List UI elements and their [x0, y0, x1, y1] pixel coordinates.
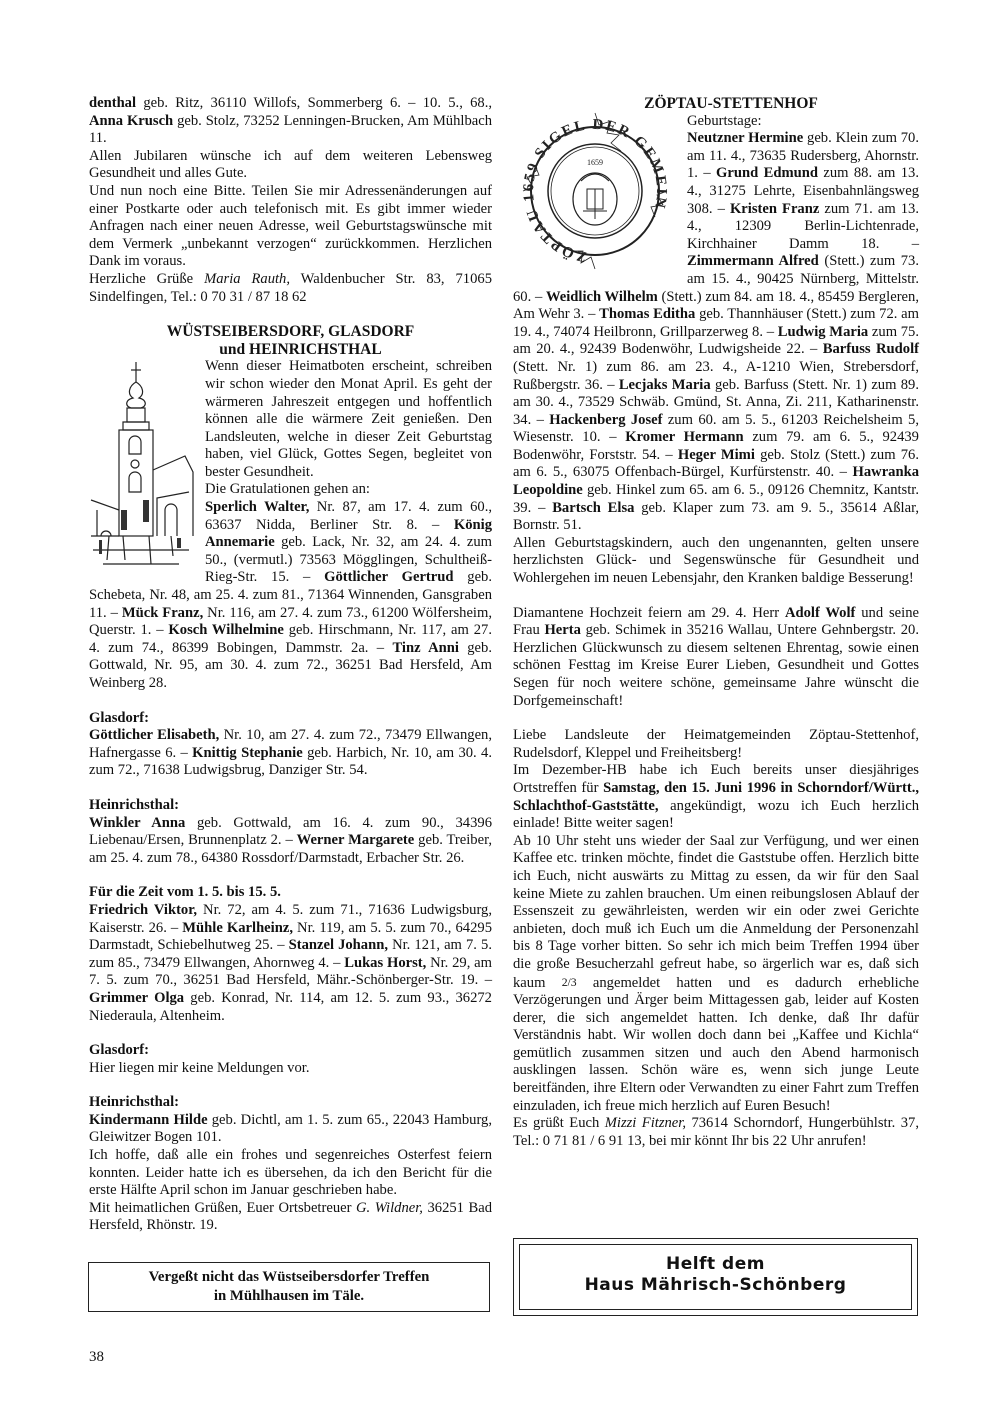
paragraph-letter-details	[513, 833, 919, 1116]
name-highlight: Grimmer Olga	[89, 989, 185, 1006]
text-run: 73614 Schorndorf, Hungerbühlstr. 37, Tel.: 0 71 81 / 6 91 13, bei mir könnt Ihr bis 22 Uhr anrufen!	[513, 1115, 919, 1149]
subheading-glasdorf: Glasdorf:	[89, 709, 149, 726]
name-highlight: Kindermann Hilde	[89, 1111, 208, 1128]
left-column	[89, 95, 492, 1235]
name-highlight: Mück Franz,	[121, 604, 204, 621]
name-highlight: Werner Margarete	[296, 832, 415, 849]
text-run: geb. Hinkel zum 65. am 6. 5., 09126 Chemnitz, Kantstr. 39. –	[513, 482, 919, 516]
name-highlight: Lecjaks Maria	[618, 376, 711, 393]
page-number: 38	[89, 1349, 104, 1365]
banner-line-2: Haus Mährisch-Schönberg	[584, 1275, 847, 1295]
paragraph-letter-invitation	[513, 762, 919, 832]
name-highlight: Göttlicher Elisabeth,	[89, 727, 220, 744]
paragraph-gratulation: Die Gratulationen gehen an:	[205, 481, 370, 498]
text-run: zum 71. am 13. 4., 12309 Berlin-Lichtenrade, Kirchhainer Damm 18. –	[687, 200, 919, 252]
village-seal-image	[511, 107, 679, 279]
paragraph-letter-greeting: Liebe Landsleute der Heimatgemeinden Zöptau-Stettenhof, Rudelsdorf, Kleppel und Freiheitsberg!	[513, 727, 919, 761]
paragraph-wishes: Allen Jubilaren wünsche ich auf dem weiteren Lebensweg Gesundheit und alles Gute.	[89, 147, 492, 182]
text-run: 36251 Bad Hersfeld, Rhönstr. 19.	[89, 1199, 492, 1234]
text-run: Waldenbucher Str. 83, 71065 Sindelfingen, Tel.: 0 70 31 / 87 18 62	[89, 270, 492, 305]
name-highlight: Bartsch Elsa	[552, 499, 635, 516]
text-run: angemeldet hatten und es dadurch erhebliche Verzögerungen und Ärger beim Mittagessen gab, leider auf Kosten derer, die sich angemeldet hatten. Ich denke, daß Ihr dafür Verständnis habt. Wir wollen doch dann bei „Kaffee und Kichla“ gemütlich zusammen sitzen und auch den Abend harmonisch ausklingen lassen. Schön wäre es, wenn sich junge Leute bereitfänden, ihre Eltern oder Verwandten zu einer Fahrt zum Treffen einzuladen, ich freue mich herzlich auf Euren Besuch!	[513, 974, 919, 1114]
text-run: Herzliche Grüße	[89, 270, 205, 287]
name-highlight: Sperlich Walter,	[205, 499, 310, 516]
paragraph-jubilare-end	[89, 95, 492, 148]
name-highlight: Kristen Franz	[729, 200, 820, 217]
paragraph-wishes-zoeptau: Allen Geburtstagskindern, auch den ungenannten, gelten unsere herzlichsten Glück- und Segenswünsche für Gesundheit und Wohlergehen im neuen Lebensjahr, den Kranken baldige Besserung!	[513, 534, 919, 587]
paragraph-intro: Wenn dieser Heimatboten erscheint, schreiben wir schon wieder den Monat April. Es geht der wärmeren Jahreszeit entgegen und hoffentlich können alle die wärmere Zeit genießen. Den Landsleuten, welche in dieser Zeit Geburtstag haben, viel Glück, Gottes Segen, begleitet von bester Gesundheit.	[205, 358, 492, 480]
text-run: Nr. 121, am 7. 5. zum 85., 73479 Ellwangen, Ahornweg 4. –	[89, 937, 492, 971]
notice-box-treffen	[88, 1262, 490, 1312]
name-highlight: Tinz Anni	[392, 639, 459, 656]
text-run: (Stett.) zum 73. am 15. 4., 90425 Nürnberg, Mittelstr. 60. –	[513, 253, 919, 305]
text-run: Im Dezember-HB habe ich Euch bereits unser diesjähriges Ortstreffen für	[513, 762, 919, 796]
text-run: Es grüßt Euch	[513, 1115, 605, 1132]
text-run: Nr. 29, am 7. 5. zum 70., 36251 Bad Hersfeld, Mähr.-Schönberger-Str. 19. –	[89, 954, 492, 989]
subheading-heinrichsthal-2: Heinrichsthal:	[89, 1094, 179, 1111]
italic-name: Maria Rauth,	[204, 270, 290, 287]
name-highlight: Kromer Hermann	[625, 429, 744, 446]
name-highlight: denthal	[89, 95, 137, 111]
text-run: geb. Stolz (Stett.) zum 76. am 6. 5., 63075 Offenbach-Bürgel, Kurfürstenstr. 40. –	[513, 446, 919, 481]
subheading-heinrichsthal: Heinrichsthal:	[89, 796, 179, 813]
name-highlight: Heger Mimi	[677, 446, 755, 463]
name-highlight: Weidlich Wilhelm	[545, 288, 658, 305]
name-highlight: Barfuss Rudolf	[822, 341, 919, 358]
notice-line-2: in Mühlhausen im Täle.	[213, 1288, 365, 1304]
text-run: Diamantene Hochzeit feiern am 29. 4. Herr	[513, 604, 785, 621]
name-highlight: Ludwig Maria	[777, 323, 869, 340]
name-highlight: Kosch Wilhelmine	[168, 622, 284, 639]
text-run: geb. Barfuss (Stett. Nr. 1) zum 89. am 30. 4., 73529 Schwäb. Gmünd, St. Anna, Zi. 211, Katharinenstr. 34. –	[513, 376, 919, 428]
section-heading-zoeptau: ZÖPTAU-STETTENHOF	[644, 95, 818, 112]
text-run: 2/3	[561, 975, 577, 989]
italic-name: Mizzi Fitzner,	[604, 1115, 686, 1132]
paragraph-glasdorf-none: Hier liegen mir keine Meldungen vor.	[89, 1059, 310, 1076]
text-run: geb. Hirschmann, Nr. 117, am 27. 4. zum 74., 86399 Bobingen, Dammstr. 2a. –	[89, 622, 492, 656]
text-run: geb. Thannhäuser (Stett.) zum 72. am 19. 4., 74074 Heilbronn, Grillparzerweg 8. –	[513, 306, 920, 340]
text-run: Mit heimatlichen Grüßen, Euer Ortsbetreuer	[89, 1199, 356, 1216]
paragraph-period-birthdays	[89, 902, 492, 1025]
text-run: geb. Dichtl, am 1. 5. zum 65., 22043 Hamburg, Gleiwitzer Bogen 101.	[89, 1111, 492, 1146]
paragraph-request: Und nun noch eine Bitte. Teilen Sie mir Adressenänderungen auf einer Postkarte oder auch telefonisch mit. Es gibt immer wieder Anfragen nach einer neuen Adresse, weil Geburtstagswünsche mit dem Vermerk „unbekannt verzogen“ zurückkommen. Herzlichen Dank im voraus.	[89, 182, 492, 270]
name-highlight: Thomas Editha	[599, 306, 696, 323]
text-run: geb. Konrad, Nr. 114, am 12. 5. zum 93., 36272 Niederaula, Altenheim.	[89, 989, 492, 1024]
label-geburtstage: Geburtstage:	[687, 112, 762, 129]
name-highlight: Anna Krusch	[89, 112, 174, 129]
text-run: (Stett. Nr. 1) zum 86. am 23. 4., A-1210 Wien, Strebersdorf, Rußbergstr. 36. –	[513, 358, 919, 393]
name-highlight: Göttlicher Gertrud	[324, 569, 454, 586]
seal-legend: ZÖPTAU 1659 SIGEL DER GEMEIN	[520, 116, 670, 265]
notice-line-1: Vergeßt nicht das Wüstseibersdorfer Treffen	[148, 1269, 430, 1285]
name-highlight: Neutzner Hermine	[687, 130, 804, 147]
text-run: geb. Schebeta, Nr. 48, am 25. 4. zum 81., 71364 Winnenden, Gansgraben 11. –	[89, 569, 492, 621]
paragraph-signature-fitzner	[513, 1115, 919, 1150]
text-run: Nr. 10, am 27. 4. zum 72., 73479 Ellwangen, Hafnergasse 6. –	[89, 727, 492, 761]
text-run: zum 79. am 6. 5., 92439 Bodenwöhr, Forststr. 54. –	[513, 429, 919, 463]
banner-line-1: Helft dem	[666, 1254, 765, 1274]
text-run: geb. Gottwald, am 16. 4. zum 90., 34396 Liebenau/Ersen, Brunnenplatz 2. –	[89, 814, 492, 849]
name-highlight: Winkler Anna	[89, 814, 186, 831]
section-heading-wuestseibersdorf: WÜSTSEIBERSDORF, GLASDORF	[166, 323, 415, 341]
name-highlight: Lukas Horst,	[344, 954, 427, 971]
text-run: geb. Ritz, 36110 Willofs, Sommerberg 6. – 10. 5., 68.,	[136, 95, 492, 111]
paragraph-signature-rauth	[89, 271, 492, 306]
banner-box-schoenberg	[513, 1238, 918, 1316]
text-run: und seine Frau	[513, 604, 919, 639]
name-highlight: Samstag, den 15. Juni 1996 in Schorndorf/Württ., Schlachthof-Gaststätte,	[513, 779, 920, 814]
text-run: angekündigt, wozu ich Euch herzlich einlade! Bitte weiter sagen!	[513, 797, 919, 832]
text-run: geb. Stolz, 73252 Lenningen-Brucken, Am Mühlbach 11.	[89, 112, 493, 147]
church-illustration	[89, 360, 197, 574]
text-run: zum 88. am 13. 4., 31275 Lehrte, Eisenbahnlängsweg 308. –	[687, 165, 919, 217]
name-highlight: Zimmermann Alfred	[687, 253, 819, 270]
paragraph-heinrichsthal-2	[89, 1112, 492, 1147]
name-highlight: Knittig Stephanie	[192, 744, 303, 761]
text-run: geb. Klaper zum 73. am 9. 5., 35614 Aßlar, Bornstr. 51.	[513, 499, 919, 534]
name-highlight: Mühle Karlheinz,	[182, 919, 293, 936]
text-run: geb. Gottwald, Nr. 95, am 30. 4. zum 72., 36251 Bad Hersfeld, Am Weinberg 28.	[89, 639, 492, 691]
text-run: Nr. 72, am 4. 5. zum 71., 71636 Ludwigsburg, Kaiserstr. 26. –	[89, 901, 492, 936]
name-highlight: Herta	[544, 622, 581, 639]
name-highlight: Hawranka Leopoldine	[513, 464, 919, 499]
text-run: Ab 10 Uhr steht uns wieder der Saal zur Verfügung, und wer einen Kaffee etc. trinken möchte, findet die Gaststube offen. Herzlich bitte ich Euch, nicht auswärts zu Mittag zu essen, da wir für den Saal keine Miete zu zahlen brauchen. Um einen reibungslosen Ablauf der Essenszeit zu gewährleisten, werden wir ein oder zwei Gerichte anbieten, doch muß ich Euch um die Anmeldung der Personenzahl bis 8 Tage vorher bitten. So sehr ich mich beim Treffen 1994 über die große Besucherzahl gefreut habe, so ärgerlich war es, daß sich kaum	[513, 832, 919, 991]
right-column	[513, 95, 919, 1150]
paragraph-signature-wildner	[89, 1200, 492, 1235]
name-highlight: Grund Edmund	[716, 165, 818, 182]
paragraph-heinrichsthal-birthdays	[89, 815, 492, 868]
text-run: geb. Treiber, am 25. 4. zum 78., 64380 Rossdorf/Darmstadt, Erbacher Str. 26.	[89, 832, 493, 866]
text-run: geb. Klein zum 70. am 11. 4., 73635 Rudersberg, Ahornstr. 1. –	[687, 130, 919, 182]
name-highlight: König Annemarie	[205, 516, 492, 551]
text-run: geb. Schimek in 35216 Wallau, Untere Gehnbergstr. 20. Herzlichen Glückwunsch zu diesem seltenen Ehrentag, sowie einen schönen Festtag im Kreise Eurer Lieben, Gesundheit und Gottes Segen für noch weitere schöne, gemeinsame Jahre wünscht die Dorfgemeinschaft!	[513, 622, 919, 709]
text-run: (Stett.) zum 84. am 18. 4., 85459 Bergleren, Am Wehr 3. –	[513, 288, 919, 323]
text-run: Nr. 87, am 17. 4. zum 60., 63637 Nidda, Berliner Str. 8. –	[205, 499, 492, 533]
paragraph-easter: Ich hoffe, daß alle ein frohes und segenreiches Osterfest feiern konnten. Leider hatte ich es übersehen, da ich den Bericht für die erste Hälfte April schon im Januar geschrieben habe.	[89, 1147, 492, 1199]
italic-name: G. Wildner,	[355, 1199, 423, 1216]
subheading-glasdorf-2: Glasdorf:	[89, 1042, 149, 1059]
text-run: Nr. 116, am 27. 4. zum 73., 61200 Wölfersheim, Querstr. 1. –	[89, 604, 492, 639]
text-run: geb. Harbich, Nr. 10, am 30. 4. zum 72., 71638 Ludwigsbrug, Danziger Str. 54.	[89, 744, 493, 779]
paragraph-diamond-wedding	[513, 605, 919, 711]
subheading-period: Für die Zeit vom 1. 5. bis 15. 5.	[89, 884, 281, 901]
text-run: Nr. 119, am 5. 5. zum 70., 64295 Darmstadt, Schiebelhutweg 25. –	[89, 919, 492, 954]
text-run: geb. Lack, Nr. 32, am 24. 4. zum 50., (vermutl.) 73563 Mögglingen, Schultheiß-Rieg-Str. 15. –	[205, 534, 492, 586]
text-run: zum 60. am 5. 5., 61203 Reichelsheim 5, Wiesenstr. 10. –	[513, 411, 919, 446]
name-highlight: Hackenberg Josef	[549, 411, 663, 428]
text-run: zum 75. am 20. 4., 92439 Bodenwöhr, Ludwigsheide 22. –	[513, 323, 920, 358]
section-heading-heinrichsthal: und HEINRICHSTHAL	[219, 340, 382, 358]
name-highlight: Stanzel Johann,	[288, 937, 388, 954]
name-highlight: Friedrich Viktor,	[89, 901, 198, 918]
seal-year: 1659	[587, 157, 603, 167]
name-highlight: Adolf Wolf	[784, 604, 856, 621]
paragraph-glasdorf-birthdays	[89, 727, 492, 780]
